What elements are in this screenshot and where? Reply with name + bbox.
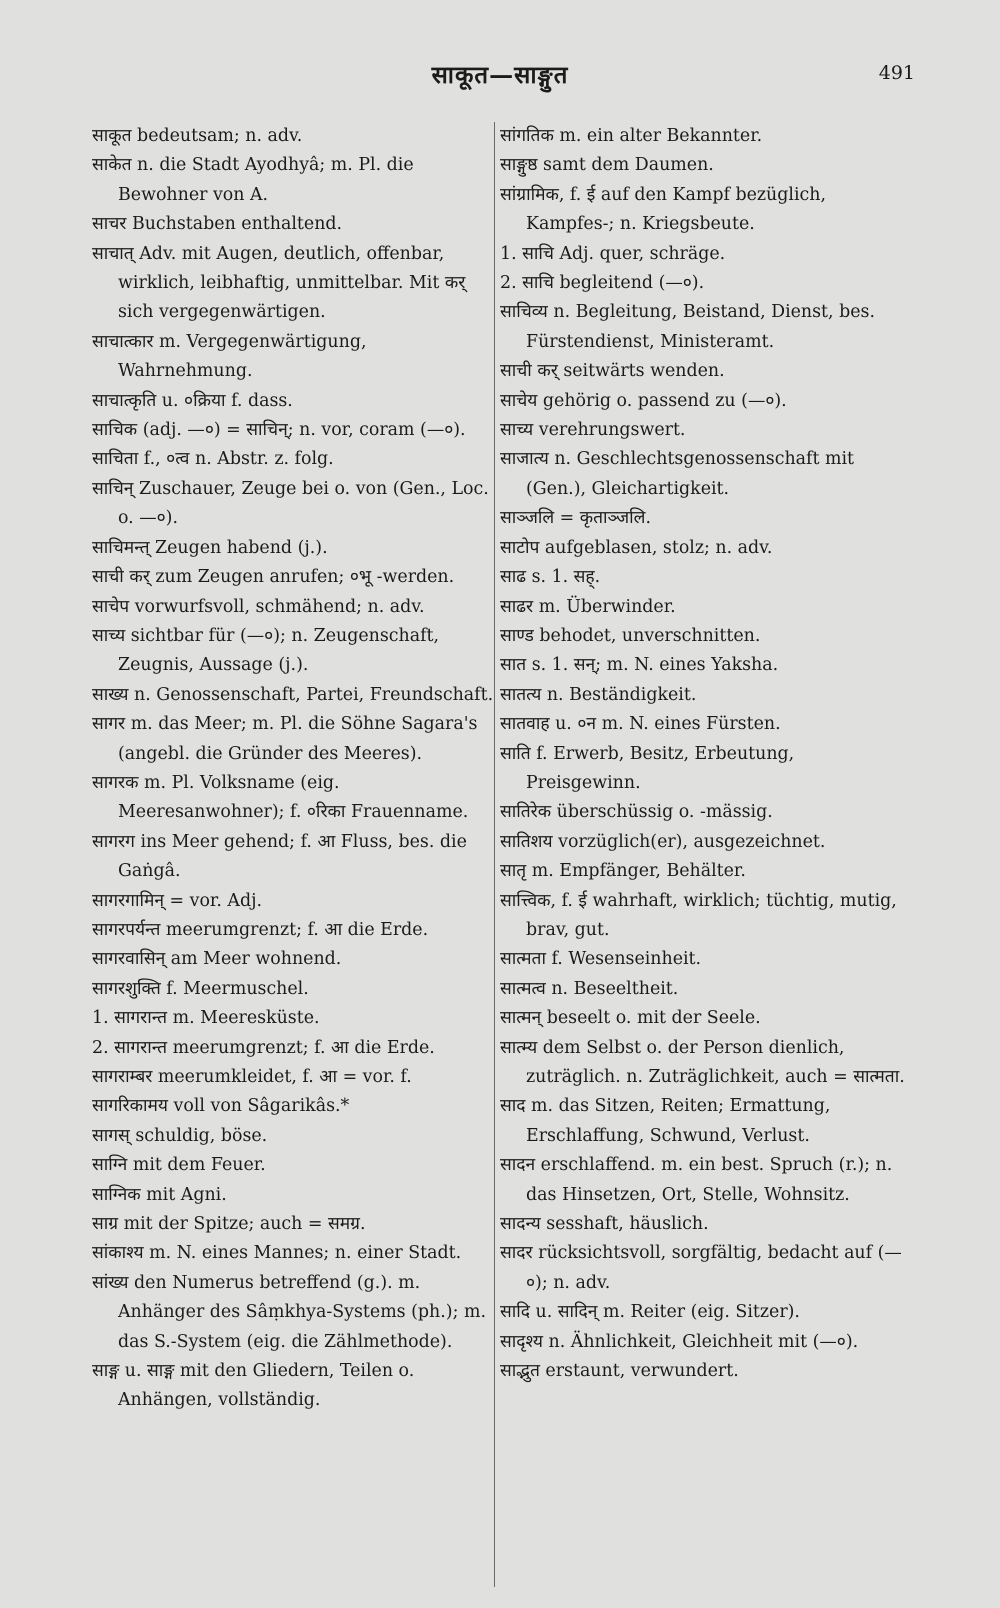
dictionary-entry: साचात्कृति u. ०क्रिया f. dass. [92, 390, 293, 411]
dictionary-entry: साण्ड behodet, unverschnitten. [500, 625, 761, 646]
dictionary-entry: सागरपर्यन्त meerumgrenzt; f. आ die Erde. [92, 919, 429, 940]
dictionary-entry: सागरगामिन् = vor. Adj. [92, 890, 263, 911]
dictionary-entry: साच्य sichtbar für (—०); n. Zeugenschaft, Zeugnis, Aussage (j.). [92, 625, 440, 676]
dictionary-entry: साचिन् Zuschauer, Zeuge bei o. von (Gen., Loc. o. —०). [92, 478, 489, 529]
dictionary-entry: सागस् schuldig, böse. [92, 1125, 268, 1146]
dictionary-entry: सात्मता f. Wesenseinheit. [500, 949, 702, 970]
dictionary-entry: साञ्जलि = कृताञ्जलि. [500, 508, 651, 529]
dictionary-entry: साद m. das Sitzen, Reiten; Ermattung, Erschlaffung, Schwund, Verlust. [500, 1096, 831, 1146]
dictionary-entry: 1. साचि Adj. quer, schräge. [500, 243, 726, 264]
dictionary-entry: साचेप vorwurfsvoll, schmähend; n. adv. [92, 596, 425, 617]
dictionary-entry: साति f. Erwerb, Besitz, Erbeutung, Preisgewinn. [500, 743, 795, 793]
dictionary-entry: साचिक (adj. —०) = साचिन्; n. vor, coram (—०). [92, 420, 466, 441]
dictionary-entry: साचिव्य n. Begleitung, Beistand, Dienst, bes. Fürstendienst, Ministeramt. [500, 302, 875, 352]
dictionary-entry: सातृ m. Empfänger, Behälter. [500, 861, 746, 882]
dictionary-entry: साङ्गुष्ठ samt dem Daumen. [500, 155, 714, 176]
dictionary-entry: साख्य n. Genossenschaft, Partei, Freundschaft. [92, 684, 494, 705]
dictionary-entry: साकूत bedeutsam; n. adv. [92, 126, 303, 146]
dictionary-entry: साटोप aufgeblasen, stolz; n. adv. [500, 537, 773, 558]
left-column [92, 122, 497, 1416]
dictionary-entry: 2. सागरान्त meerumgrenzt; f. आ die Erde. [92, 1037, 435, 1058]
dictionary-entry: साच्य verehrungswert. [500, 420, 686, 441]
dictionary-entry: साची कर् zum Zeugen anrufen; ०भू -werden. [92, 567, 455, 588]
dictionary-entry: सांकाश्य m. N. eines Mannes; n. einer Stadt. [92, 1243, 462, 1264]
dictionary-entry: सागरशुक्ति f. Meermuschel. [92, 978, 309, 999]
dictionary-entry: सागरवासिन् am Meer wohnend. [92, 949, 342, 970]
dictionary-entry: सात्मत्व n. Beseeltheit. [500, 978, 679, 999]
dictionary-entry: साचिता f., ०त्व n. Abstr. z. folg. [92, 449, 334, 470]
dictionary-entry: सात s. 1. सन्; m. N. eines Yaksha. [500, 655, 779, 676]
dictionary-entry: साचात् Adv. mit Augen, deutlich, offenbar, wirklich, leibhaftig, unmittelbar. Mit कर् sich vergegenwärtigen. [92, 243, 466, 323]
dictionary-entry: सादन erschlaffend. m. ein best. Spruch (r.); n. das Hinsetzen, Ort, Stelle, Wohnsitz. [500, 1155, 893, 1205]
dictionary-entry: सागरिकामय voll von Sâgarikâs.* [92, 1096, 350, 1117]
dictionary-entry: साद्भुत erstaunt, verwundert. [500, 1361, 739, 1382]
dictionary-entry: सातिशय vorzüglich(er), ausgezeichnet. [500, 831, 826, 852]
dictionary-entry: सादर rücksichtsvoll, sorgfältig, bedacht auf (—०); n. adv. [500, 1243, 902, 1293]
dictionary-entry: साग्र mit der Spitze; auch = समग्र. [92, 1214, 366, 1235]
dictionary-entry: साचर Buchstaben enthaltend. [92, 214, 343, 235]
dictionary-entry: सागर m. das Meer; m. Pl. die Söhne Sagara's (angebl. die Gründer des Meeres). [92, 714, 478, 764]
dictionary-entry: सागरग ins Meer gehend; f. आ Fluss, bes. die Gaṅgâ. [92, 831, 467, 882]
dictionary-entry: सांगतिक m. ein alter Bekannter. [500, 126, 763, 146]
dictionary-entry: साचिमन्त् Zeugen habend (j.). [92, 537, 328, 558]
dictionary-entry: साचात्कार m. Vergegenwärtigung, Wahrnehmung. [92, 331, 367, 382]
dictionary-entry: साढर m. Überwinder. [500, 596, 676, 617]
dictionary-entry: सादृश्य n. Ähnlichkeit, Gleichheit mit (—०). [500, 1331, 859, 1352]
dictionary-entry: सात्मन् beseelt o. mit der Seele. [500, 1008, 761, 1029]
dictionary-entry: सांख्य den Numerus betreffend (g.). m. Anhänger des Sâṃkhya-Systems (ph.); m. das S.-System (eig. die Zählmethode). [92, 1272, 486, 1352]
dictionary-entry: सागरक m. Pl. Volksname (eig. Meeresanwohner); f. ०रिका Frauenname. [92, 772, 469, 823]
dictionary-entry: सांग्रामिक, f. ई auf den Kampf bezüglich, Kampfes-; n. Kriegsbeute. [500, 184, 826, 235]
dictionary-entry: साढ s. 1. सह्. [500, 567, 601, 588]
dictionary-entry: सात्त्विक, f. ई wahrhaft, wirklich; tüchtig, mutig, brav, gut. [500, 890, 897, 940]
dictionary-entry: सातिरेक überschüssig o. -mässig. [500, 802, 773, 823]
right-column [500, 122, 910, 1386]
dictionary-entry: साकेत n. die Stadt Ayodhyâ; m. Pl. die Bewohner von A. [92, 155, 414, 205]
dictionary-entry: साचेय gehörig o. passend zu (—०). [500, 390, 787, 411]
dictionary-entry: सात्म्य dem Selbst o. der Person dienlich, zuträglich. n. Zuträglichkeit, auch = सात्मता. [500, 1037, 905, 1087]
running-title: साकूत—साङ्गुत [431, 60, 569, 89]
dictionary-entry: सादन्य sesshaft, häuslich. [500, 1214, 709, 1235]
dictionary-entry: सादि u. सादिन् m. Reiter (eig. Sitzer). [500, 1302, 800, 1323]
dictionary-entry: 2. साचि begleitend (—०). [500, 273, 705, 294]
dictionary-entry: सातवाह u. ०न m. N. eines Fürsten. [500, 714, 781, 735]
dictionary-entry: साग्निक mit Agni. [92, 1184, 227, 1205]
dictionary-entry: सातत्य n. Beständigkeit. [500, 684, 697, 705]
page-header [0, 58, 1000, 92]
dictionary-entry: साग्नि mit dem Feuer. [92, 1155, 266, 1176]
dictionary-entry: सागराम्बर meerumkleidet, f. आ = vor. f. [92, 1067, 412, 1087]
dictionary-entry: साजात्य n. Geschlechtsgenossenschaft mit (Gen.), Gleichartigkeit. [500, 449, 855, 499]
page-number: 491 [878, 62, 915, 84]
dictionary-entry: 1. सागरान्त m. Meeresküste. [92, 1008, 320, 1029]
dictionary-entry: साची कर् seitwärts wenden. [500, 361, 725, 382]
dictionary-entry: साङ्ग u. साङ्ग mit den Gliedern, Teilen o. Anhängen, vollständig. [92, 1361, 415, 1411]
column-divider [494, 122, 495, 1587]
